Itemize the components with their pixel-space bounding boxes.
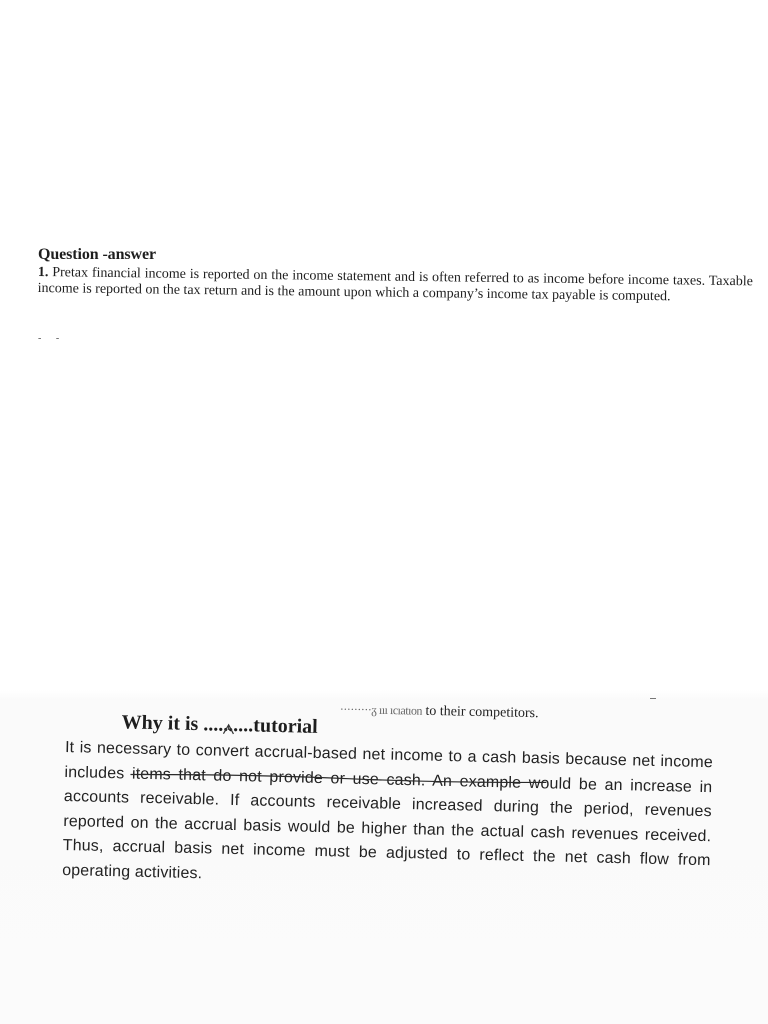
caret-insertion-icon <box>221 722 235 736</box>
question-answer-heading: Question -answer <box>38 246 156 263</box>
tutorial-section <box>62 708 726 899</box>
answer-text: Pretax financial income is reported on the income statement and is often referred to as income before income taxes. Taxable income is reported on the tax return and is the amount upon which a company’s income tax payable is computed. <box>37 265 753 305</box>
fragment-faded-text: ·········ᵹ ııı ıcıatıon <box>339 702 423 718</box>
stray-tick-mark <box>650 698 656 699</box>
answer-paragraph <box>38 265 753 306</box>
tutorial-paragraph: It is necessary to convert accrual-based net income to a cash basis because net income includes items that do not provide or use cash. An example would be an increase in accounts receivable. If accounts receivable increased during the period, revenues reported on the accrual basis would be higher than the actual cash revenues received. Thus, accrual basis net income must be adjusted to reflect the net cash flow from operating activities. <box>61 738 714 882</box>
question-answer-section <box>37 245 758 305</box>
tutorial-heading-text: Why it is ..........tutorial <box>121 711 319 738</box>
answer-number: 1. <box>37 265 49 281</box>
fragment-text: to their competitors. <box>425 703 539 722</box>
stray-dash-marks: - - <box>38 333 66 344</box>
